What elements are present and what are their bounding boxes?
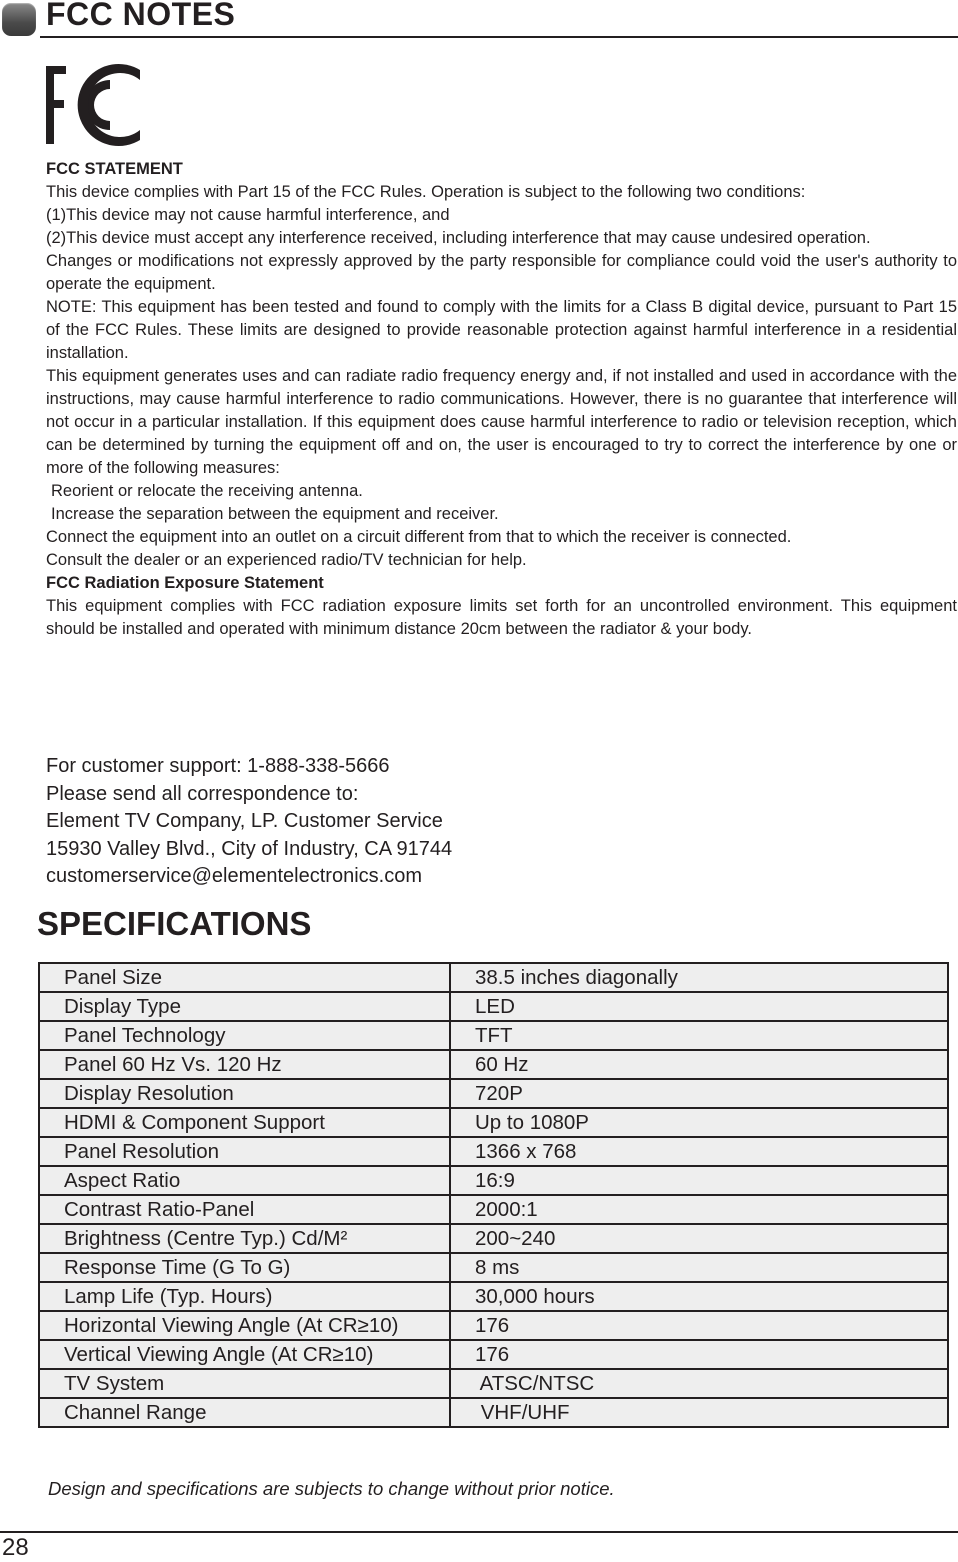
spec-label: Contrast Ratio-Panel <box>39 1195 450 1224</box>
spec-value: 200~240 <box>450 1224 948 1253</box>
statement-paragraph: Changes or modifications not expressly approved by the party responsible for compliance could void the user's authority to operate the equipment. <box>46 252 957 293</box>
support-company: Element TV Company, LP. Customer Service <box>46 810 443 832</box>
measure-item: Consult the dealer or an experienced radio/TV technician for help. <box>46 551 527 569</box>
specifications-title: SPECIFICATIONS <box>37 905 312 942</box>
spec-label: Vertical Viewing Angle (At CR≥10) <box>39 1340 450 1369</box>
spec-label: Horizontal Viewing Angle (At CR≥10) <box>39 1311 450 1340</box>
spec-value: 176 <box>450 1311 948 1340</box>
table-row <box>39 1311 948 1340</box>
specifications-table <box>38 962 949 1428</box>
section-header <box>0 0 958 40</box>
radiation-paragraph: This equipment complies with FCC radiation exposure limits set forth for an uncontrolled environment. This equipment should be installed and operated with minimum distance 20cm between the radiator & your body. <box>46 597 957 638</box>
spec-label: Lamp Life (Typ. Hours) <box>39 1282 450 1311</box>
change-notice: Design and specifications are subjects to change without prior notice. <box>48 1478 615 1499</box>
table-row <box>39 1137 948 1166</box>
spec-value: TFT <box>450 1021 948 1050</box>
spec-label: Panel 60 Hz Vs. 120 Hz <box>39 1050 450 1079</box>
footer-divider <box>0 1531 958 1533</box>
support-phone: For customer support: 1-888-338-5666 <box>46 755 390 777</box>
spec-label: Panel Size <box>39 963 450 992</box>
statement-condition-2: (2)This device must accept any interference received, including interference that may cause undesired operation. <box>46 229 871 247</box>
table-row <box>39 1224 948 1253</box>
spec-label: Aspect Ratio <box>39 1166 450 1195</box>
spec-value: Up to 1080P <box>450 1108 948 1137</box>
statement-paragraph: This equipment generates uses and can radiate radio frequency energy and, if not installed and used in accordance with the instructions, may cause harmful interference to radio communications. However, there is no guarantee that interference will not occur in a particular installation. If this equipment does cause harmful interference to radio or television reception, which can be determined by turning the equipment off and on, the user is encouraged to try to correct the interference by one or more of the following measures: <box>46 367 957 477</box>
spec-value: ATSC/NTSC <box>450 1369 948 1398</box>
spec-value: 38.5 inches diagonally <box>450 963 948 992</box>
measure-item: Connect the equipment into an outlet on a circuit different from that to which the receiver is connected. <box>46 528 792 546</box>
spec-value: 30,000 hours <box>450 1282 948 1311</box>
spec-value: VHF/UHF <box>450 1398 948 1427</box>
header-divider <box>40 36 958 38</box>
table-row <box>39 1253 948 1282</box>
spec-label: Panel Technology <box>39 1021 450 1050</box>
table-row <box>39 1050 948 1079</box>
page-title: FCC NOTES <box>46 0 236 32</box>
table-row <box>39 1108 948 1137</box>
table-row <box>39 1369 948 1398</box>
header-bullet-icon <box>2 3 36 36</box>
spec-value: 8 ms <box>450 1253 948 1282</box>
fcc-logo-icon <box>44 62 144 148</box>
support-email: customerservice@elementelectronics.com <box>46 865 422 887</box>
spec-label: HDMI & Component Support <box>39 1108 450 1137</box>
statement-heading: FCC STATEMENT <box>46 160 183 178</box>
spec-value: 16:9 <box>450 1166 948 1195</box>
table-row <box>39 1021 948 1050</box>
table-row <box>39 1079 948 1108</box>
table-row <box>39 1340 948 1369</box>
table-row <box>39 963 948 992</box>
fcc-statement <box>46 158 957 641</box>
support-send: Please send all correspondence to: <box>46 782 359 805</box>
page-number: 28 <box>2 1534 29 1561</box>
radiation-heading: FCC Radiation Exposure Statement <box>46 574 324 592</box>
measure-item: Increase the separation between the equipment and receiver. <box>51 505 499 523</box>
statement-condition-1: (1)This device may not cause harmful interference, and <box>46 206 450 224</box>
measure-item: Reorient or relocate the receiving antenna. <box>51 482 363 500</box>
spec-label: Display Resolution <box>39 1079 450 1108</box>
spec-label: Channel Range <box>39 1398 450 1427</box>
spec-value: 2000:1 <box>450 1195 948 1224</box>
spec-value: 720P <box>450 1079 948 1108</box>
spec-value: LED <box>450 992 948 1021</box>
spec-label: TV System <box>39 1369 450 1398</box>
spec-value: 1366 x 768 <box>450 1137 948 1166</box>
table-row <box>39 1166 948 1195</box>
customer-support <box>46 753 746 891</box>
spec-value: 176 <box>450 1340 948 1369</box>
support-address: 15930 Valley Blvd., City of Industry, CA 91744 <box>46 837 453 860</box>
spec-label: Response Time (G To G) <box>39 1253 450 1282</box>
statement-paragraph: This device complies with Part 15 of the FCC Rules. Operation is subject to the following two conditions: <box>46 183 806 201</box>
spec-value: 60 Hz <box>450 1050 948 1079</box>
table-row <box>39 1398 948 1427</box>
table-row <box>39 1282 948 1311</box>
statement-note: NOTE: This equipment has been tested and found to comply with the limits for a Class B digital device, pursuant to Part 15 of the FCC Rules. These limits are designed to provide reasonable protection against harmful interference in a residential installation. <box>46 298 957 362</box>
spec-label: Brightness (Centre Typ.) Cd/M² <box>39 1224 450 1253</box>
table-row <box>39 992 948 1021</box>
spec-label: Panel Resolution <box>39 1137 450 1166</box>
spec-label: Display Type <box>39 992 450 1021</box>
table-row <box>39 1195 948 1224</box>
